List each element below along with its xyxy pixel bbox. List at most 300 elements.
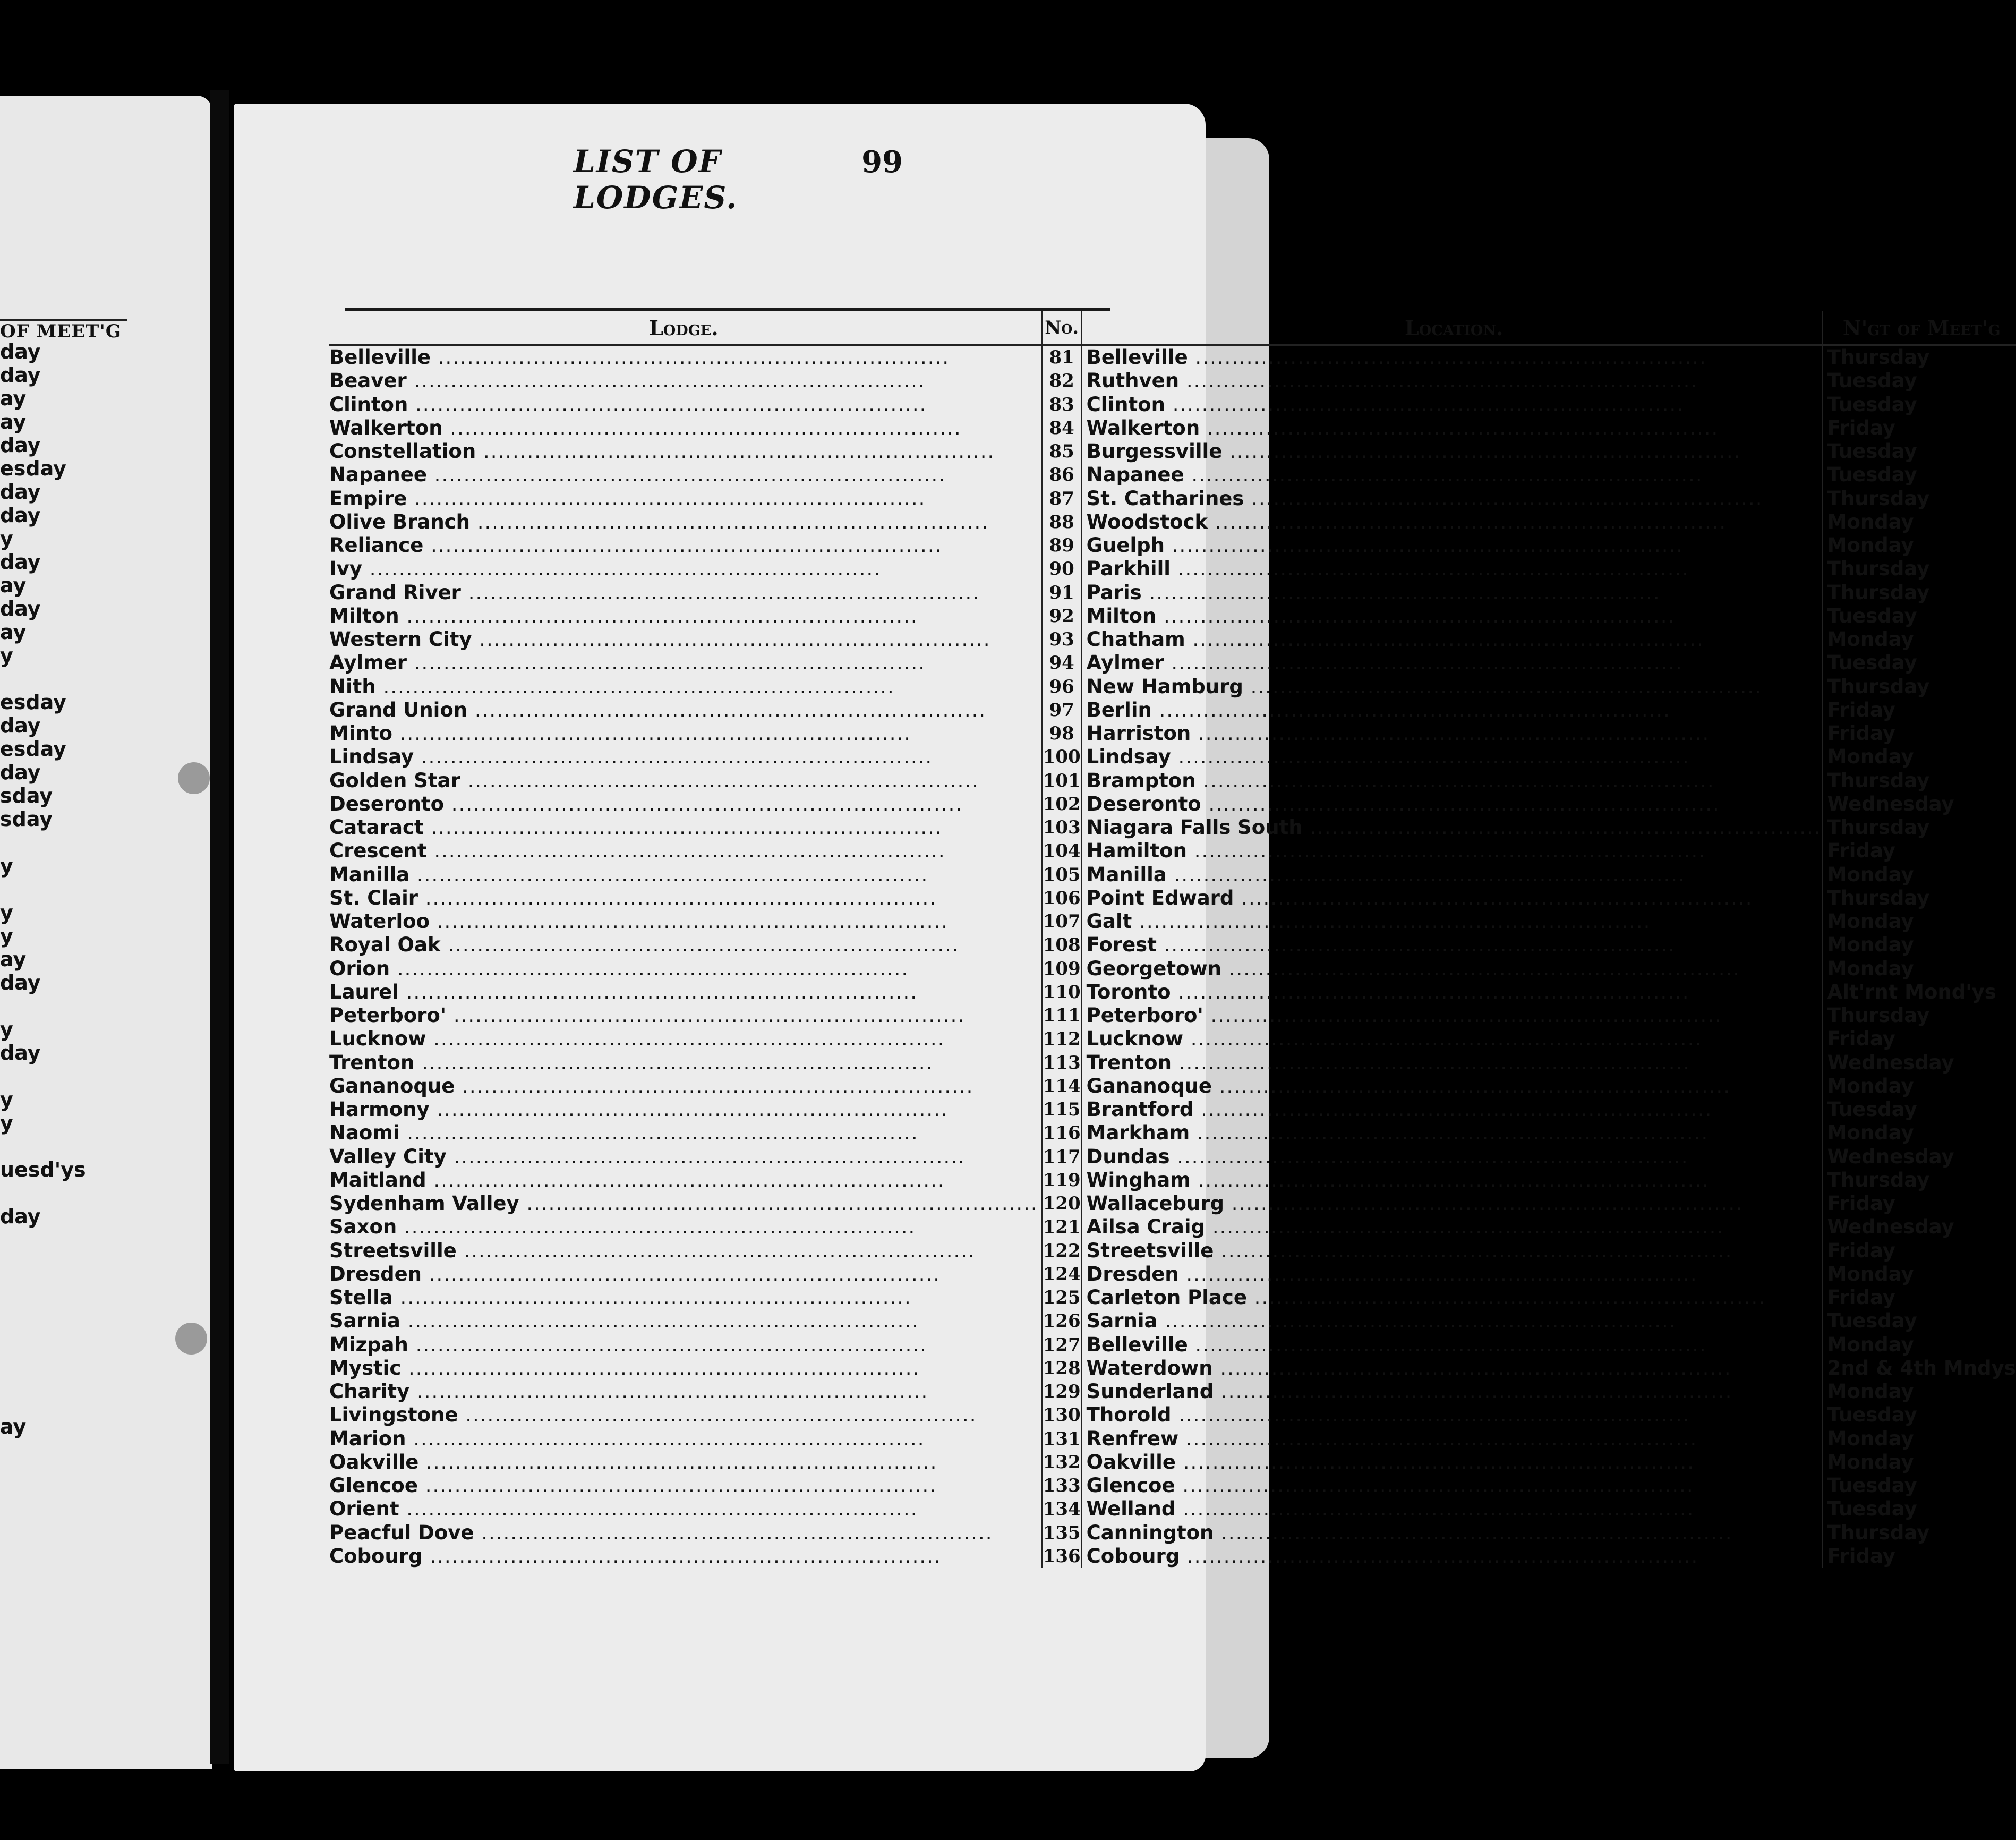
number-cell: 107: [1042, 910, 1081, 933]
location-cell: Glencoe .....: [1081, 1474, 1822, 1497]
number-cell: 86: [1042, 463, 1081, 487]
table-row: [329, 1309, 2016, 1333]
left-page-fragment: y: [0, 924, 13, 948]
lodge-cell: Sarnia .....: [329, 1309, 1042, 1333]
lodge-cell: Crescent .....: [329, 839, 1042, 863]
night-cell: Friday: [1822, 1192, 2016, 1215]
lodge-cell: Aylmer .....: [329, 651, 1042, 675]
left-page-fragment: day: [0, 761, 41, 784]
location-cell: Belleville .....: [1081, 1333, 1822, 1357]
left-page-fragment: ay: [0, 620, 27, 644]
left-page-header: OF MEET'G: [0, 319, 127, 342]
table-row: [329, 1239, 2016, 1263]
number-cell: 127: [1042, 1333, 1081, 1357]
table-row: [329, 1027, 2016, 1051]
lodge-cell: Orion .....: [329, 957, 1042, 981]
night-cell: Monday: [1822, 957, 2016, 981]
location-cell: Belleville .....: [1081, 345, 1822, 370]
table-row: [329, 1192, 2016, 1215]
table-row: [329, 1403, 2016, 1427]
location-cell: Welland .....: [1081, 1497, 1822, 1521]
number-cell: 117: [1042, 1145, 1081, 1169]
table-row: [329, 981, 2016, 1004]
number-cell: 128: [1042, 1357, 1081, 1380]
left-page-fragment: esday: [0, 457, 66, 480]
table-row: [329, 1051, 2016, 1075]
number-cell: 93: [1042, 628, 1081, 651]
location-cell: Cobourg .....: [1081, 1545, 1822, 1568]
table-row: [329, 698, 2016, 722]
left-page-fragment: ay: [0, 574, 27, 597]
table-row: [329, 440, 2016, 463]
number-cell: 102: [1042, 793, 1081, 816]
night-cell: Monday: [1822, 863, 2016, 887]
book-gutter: [210, 90, 229, 1764]
table-row: [329, 369, 2016, 393]
night-cell: Monday: [1822, 910, 2016, 933]
night-cell: Monday: [1822, 510, 2016, 534]
lodge-cell: Laurel .....: [329, 981, 1042, 1004]
location-cell: Gananoque .....: [1081, 1075, 1822, 1098]
header-night: N'gt of Meet'g: [1822, 311, 2016, 345]
night-cell: Wednesday: [1822, 1145, 2016, 1169]
lodge-cell: Peacful Dove .....: [329, 1521, 1042, 1545]
night-cell: Monday: [1822, 933, 2016, 957]
table-row: [329, 1145, 2016, 1169]
location-cell: Woodstock .....: [1081, 510, 1822, 534]
lodge-cell: Oakville .....: [329, 1451, 1042, 1474]
left-page-fragment: y: [0, 901, 13, 924]
left-page-fragment: [0, 667, 117, 691]
lodge-cell: Western City .....: [329, 628, 1042, 651]
night-cell: Thursday: [1822, 1004, 2016, 1027]
lodge-cell: Nith .....: [329, 675, 1042, 698]
number-cell: 83: [1042, 393, 1081, 416]
location-cell: New Hamburg .....: [1081, 675, 1822, 698]
table-row: [329, 581, 2016, 604]
location-cell: Berlin .....: [1081, 698, 1822, 722]
left-page-fragment: day: [0, 504, 41, 527]
table-row: [329, 887, 2016, 910]
location-cell: Lindsay .....: [1081, 745, 1822, 769]
left-page-fragment: [0, 1462, 117, 1485]
left-page-fragment: uesd'ys: [0, 1158, 86, 1181]
lodge-cell: Lindsay .....: [329, 745, 1042, 769]
lodge-cell: Waterloo .....: [329, 910, 1042, 933]
table-row: [329, 1333, 2016, 1357]
number-cell: 91: [1042, 581, 1081, 604]
lodge-cell: Glencoe .....: [329, 1474, 1042, 1497]
left-page-fragment: [0, 1392, 117, 1415]
left-page-fragment: y: [0, 1088, 13, 1111]
number-cell: 122: [1042, 1239, 1081, 1263]
night-cell: Thursday: [1822, 557, 2016, 581]
lodge-cell: Peterboro' .....: [329, 1004, 1042, 1027]
location-cell: Forest .....: [1081, 933, 1822, 957]
header-no: No.: [1042, 311, 1081, 345]
location-cell: Aylmer .....: [1081, 651, 1822, 675]
table-row: [329, 1497, 2016, 1521]
table-header-row: [329, 311, 2016, 345]
location-cell: Wallaceburg .....: [1081, 1192, 1822, 1215]
lodge-cell: Walkerton .....: [329, 416, 1042, 440]
night-cell: Monday: [1822, 1380, 2016, 1403]
night-cell: Tuesday: [1822, 1098, 2016, 1121]
night-cell: Monday: [1822, 1333, 2016, 1357]
lodge-cell: Milton .....: [329, 604, 1042, 628]
night-cell: Friday: [1822, 1027, 2016, 1051]
lodge-cell: Mizpah .....: [329, 1333, 1042, 1357]
night-cell: Tuesday: [1822, 463, 2016, 487]
lodge-cell: Valley City .....: [329, 1145, 1042, 1169]
running-head: [340, 143, 903, 216]
left-page-fragment: [0, 1228, 117, 1251]
location-cell: Streetsville .....: [1081, 1239, 1822, 1263]
number-cell: 82: [1042, 369, 1081, 393]
table-row: [329, 1357, 2016, 1380]
night-cell: Thursday: [1822, 887, 2016, 910]
number-cell: 106: [1042, 887, 1081, 910]
left-page-fragment: day: [0, 597, 41, 620]
table-row: [329, 1545, 2016, 1568]
table-row: [329, 534, 2016, 557]
number-cell: 105: [1042, 863, 1081, 887]
night-cell: Thursday: [1822, 345, 2016, 370]
night-cell: Monday: [1822, 1263, 2016, 1286]
night-cell: Monday: [1822, 745, 2016, 769]
number-cell: 112: [1042, 1027, 1081, 1051]
left-page-fragment: esday: [0, 691, 66, 714]
location-cell: Oakville .....: [1081, 1451, 1822, 1474]
left-page-fragment: y: [0, 644, 13, 667]
location-cell: Paris .....: [1081, 581, 1822, 604]
night-cell: Friday: [1822, 1286, 2016, 1309]
left-page-fragment: [0, 831, 117, 854]
binding-thread-icon: [178, 762, 210, 794]
left-page-fragment: day: [0, 363, 41, 387]
location-cell: Point Edward .....: [1081, 887, 1822, 910]
night-cell: Tuesday: [1822, 1309, 2016, 1333]
table-row: [329, 487, 2016, 510]
lodge-cell: Trenton .....: [329, 1051, 1042, 1075]
lodge-cell: Mystic .....: [329, 1357, 1042, 1380]
table-row: [329, 1263, 2016, 1286]
lodge-cell: Streetsville .....: [329, 1239, 1042, 1263]
night-cell: Tuesday: [1822, 1497, 2016, 1521]
table-row: [329, 1075, 2016, 1098]
location-cell: St. Catharines .....: [1081, 487, 1822, 510]
number-cell: 124: [1042, 1263, 1081, 1286]
table-row: [329, 933, 2016, 957]
location-cell: Trenton .....: [1081, 1051, 1822, 1075]
table-row: [329, 1169, 2016, 1192]
location-cell: Ruthven .....: [1081, 369, 1822, 393]
night-cell: Monday: [1822, 628, 2016, 651]
left-page-fragment: [0, 1275, 117, 1298]
location-cell: Deseronto .....: [1081, 793, 1822, 816]
night-cell: Friday: [1822, 839, 2016, 863]
location-cell: Carleton Place .....: [1081, 1286, 1822, 1309]
night-cell: Monday: [1822, 1121, 2016, 1145]
left-page-fragment: [0, 1181, 117, 1205]
location-cell: Lucknow .....: [1081, 1027, 1822, 1051]
number-cell: 131: [1042, 1427, 1081, 1451]
night-cell: Thursday: [1822, 816, 2016, 839]
night-cell: Tuesday: [1822, 369, 2016, 393]
header-location: Location.: [1081, 311, 1822, 345]
location-cell: Harriston .....: [1081, 722, 1822, 745]
location-cell: Toronto .....: [1081, 981, 1822, 1004]
page-number: 99: [861, 144, 903, 180]
lodge-cell: Ivy .....: [329, 557, 1042, 581]
left-page-fragment: esday: [0, 737, 66, 761]
table-row: [329, 651, 2016, 675]
location-cell: Waterdown .....: [1081, 1357, 1822, 1380]
lodge-cell: Grand River .....: [329, 581, 1042, 604]
number-cell: 108: [1042, 933, 1081, 957]
lodge-cell: Orient .....: [329, 1497, 1042, 1521]
table-body: [329, 345, 2016, 1569]
left-page-fragment: sday: [0, 784, 53, 807]
lodge-cell: Royal Oak .....: [329, 933, 1042, 957]
location-cell: Hamilton .....: [1081, 839, 1822, 863]
page-title: LIST OF LODGES.: [574, 143, 738, 216]
table-row: [329, 628, 2016, 651]
left-page-fragment: [0, 878, 117, 901]
lodge-cell: Marion .....: [329, 1427, 1042, 1451]
lodge-cell: Deseronto .....: [329, 793, 1042, 816]
night-cell: Monday: [1822, 1075, 2016, 1098]
table-row: [329, 910, 2016, 933]
lodge-cell: Constellation .....: [329, 440, 1042, 463]
location-cell: Burgessville .....: [1081, 440, 1822, 463]
left-page-fragment: day: [0, 714, 41, 737]
number-cell: 94: [1042, 651, 1081, 675]
table-row: [329, 463, 2016, 487]
night-cell: Thursday: [1822, 675, 2016, 698]
number-cell: 119: [1042, 1169, 1081, 1192]
night-cell: Monday: [1822, 1427, 2016, 1451]
lodge-cell: Gananoque .....: [329, 1075, 1042, 1098]
location-cell: Dresden .....: [1081, 1263, 1822, 1286]
lodge-cell: Sydenham Valley .....: [329, 1192, 1042, 1215]
left-page-fragment: [0, 1064, 117, 1088]
location-cell: Sunderland .....: [1081, 1380, 1822, 1403]
lodge-cell: Harmony .....: [329, 1098, 1042, 1121]
binding-thread-icon: [175, 1323, 207, 1355]
number-cell: 125: [1042, 1286, 1081, 1309]
number-cell: 92: [1042, 604, 1081, 628]
table-row: [329, 722, 2016, 745]
number-cell: 85: [1042, 440, 1081, 463]
location-cell: Chatham .....: [1081, 628, 1822, 651]
location-cell: Brantford .....: [1081, 1098, 1822, 1121]
table-row: [329, 393, 2016, 416]
location-cell: Walkerton .....: [1081, 416, 1822, 440]
night-cell: Friday: [1822, 722, 2016, 745]
table-row: [329, 1427, 2016, 1451]
location-cell: Thorold .....: [1081, 1403, 1822, 1427]
number-cell: 98: [1042, 722, 1081, 745]
lodge-cell: Beaver .....: [329, 369, 1042, 393]
number-cell: 100: [1042, 745, 1081, 769]
table-row: [329, 863, 2016, 887]
location-cell: Renfrew .....: [1081, 1427, 1822, 1451]
number-cell: 103: [1042, 816, 1081, 839]
number-cell: 120: [1042, 1192, 1081, 1215]
number-cell: 130: [1042, 1403, 1081, 1427]
night-cell: Thursday: [1822, 1169, 2016, 1192]
location-cell: Sarnia .....: [1081, 1309, 1822, 1333]
night-cell: Alt'rnt Mond'ys: [1822, 981, 2016, 1004]
location-cell: Parkhill .....: [1081, 557, 1822, 581]
night-cell: Friday: [1822, 1545, 2016, 1568]
night-cell: 2nd & 4th Mndys: [1822, 1357, 2016, 1380]
night-cell: Friday: [1822, 698, 2016, 722]
number-cell: 116: [1042, 1121, 1081, 1145]
night-cell: Thursday: [1822, 769, 2016, 793]
table-row: [329, 1474, 2016, 1497]
table-row: [329, 745, 2016, 769]
lodge-cell: Cobourg .....: [329, 1545, 1042, 1568]
location-cell: Napanee .....: [1081, 463, 1822, 487]
lodge-cell: Naomi .....: [329, 1121, 1042, 1145]
number-cell: 135: [1042, 1521, 1081, 1545]
number-cell: 84: [1042, 416, 1081, 440]
left-page-fragment: day: [0, 971, 41, 994]
location-cell: Guelph .....: [1081, 534, 1822, 557]
location-cell: Manilla .....: [1081, 863, 1822, 887]
lodge-cell: Saxon .....: [329, 1215, 1042, 1239]
table-row: [329, 793, 2016, 816]
left-page-fragment: ay: [0, 410, 27, 433]
table-row: [329, 839, 2016, 863]
lodge-table-wrapper: [329, 308, 2016, 1568]
night-cell: Monday: [1822, 534, 2016, 557]
table-row: [329, 1451, 2016, 1474]
number-cell: 111: [1042, 1004, 1081, 1027]
night-cell: Friday: [1822, 1239, 2016, 1263]
table-row: [329, 1121, 2016, 1145]
left-page-fragment: [0, 1251, 117, 1275]
left-page-fragment: sday: [0, 807, 53, 831]
lodge-cell: Livingstone .....: [329, 1403, 1042, 1427]
left-page-fragment: [0, 1438, 117, 1462]
night-cell: Tuesday: [1822, 440, 2016, 463]
number-cell: 132: [1042, 1451, 1081, 1474]
left-page-fragment: [0, 1135, 117, 1158]
night-cell: Monday: [1822, 1451, 2016, 1474]
header-lodge: Lodge.: [329, 311, 1042, 345]
left-page-fragment: day: [0, 1205, 41, 1228]
lodge-cell: St. Clair .....: [329, 887, 1042, 910]
lodge-cell: Stella .....: [329, 1286, 1042, 1309]
table-row: [329, 769, 2016, 793]
night-cell: Tuesday: [1822, 651, 2016, 675]
table-row: [329, 816, 2016, 839]
table-row: [329, 416, 2016, 440]
location-cell: Peterboro' .....: [1081, 1004, 1822, 1027]
night-cell: Wednesday: [1822, 1215, 2016, 1239]
table-row: [329, 957, 2016, 981]
number-cell: 133: [1042, 1474, 1081, 1497]
lodge-cell: Belleville .....: [329, 345, 1042, 370]
night-cell: Tuesday: [1822, 1474, 2016, 1497]
location-cell: Ailsa Craig .....: [1081, 1215, 1822, 1239]
night-cell: Wednesday: [1822, 1051, 2016, 1075]
lodge-cell: Minto .....: [329, 722, 1042, 745]
number-cell: 104: [1042, 839, 1081, 863]
left-page-fragment: day: [0, 1041, 41, 1064]
location-cell: Milton .....: [1081, 604, 1822, 628]
left-page-fragment: day: [0, 433, 41, 457]
number-cell: 90: [1042, 557, 1081, 581]
number-cell: 88: [1042, 510, 1081, 534]
left-page-fragment: [0, 1298, 117, 1322]
night-cell: Thursday: [1822, 581, 2016, 604]
table-row: [329, 604, 2016, 628]
lodge-cell: Napanee .....: [329, 463, 1042, 487]
lodge-cell: Clinton .....: [329, 393, 1042, 416]
left-page-fragment: y: [0, 1111, 13, 1135]
location-cell: Cannington .....: [1081, 1521, 1822, 1545]
left-page-fragment: ay: [0, 1415, 27, 1438]
lodge-cell: Charity .....: [329, 1380, 1042, 1403]
number-cell: 97: [1042, 698, 1081, 722]
location-cell: Dundas .....: [1081, 1145, 1822, 1169]
location-cell: Clinton .....: [1081, 393, 1822, 416]
number-cell: 134: [1042, 1497, 1081, 1521]
number-cell: 121: [1042, 1215, 1081, 1239]
lodge-cell: Golden Star .....: [329, 769, 1042, 793]
number-cell: 114: [1042, 1075, 1081, 1098]
lodge-cell: Cataract .....: [329, 816, 1042, 839]
table-row: [329, 1215, 2016, 1239]
left-page-fragment: day: [0, 550, 41, 574]
number-cell: 101: [1042, 769, 1081, 793]
left-page-fragment: [0, 1368, 117, 1392]
left-page-fragment: y: [0, 854, 13, 878]
night-cell: Thursday: [1822, 487, 2016, 510]
left-page-fragment: [0, 1345, 117, 1368]
left-page-fragment: y: [0, 527, 13, 550]
night-cell: Friday: [1822, 416, 2016, 440]
location-cell: Wingham .....: [1081, 1169, 1822, 1192]
left-page-fragment: [0, 1485, 117, 1509]
lodge-cell: Dresden .....: [329, 1263, 1042, 1286]
location-cell: Niagara Falls South .....: [1081, 816, 1822, 839]
number-cell: 87: [1042, 487, 1081, 510]
number-cell: 96: [1042, 675, 1081, 698]
lodge-cell: Manilla .....: [329, 863, 1042, 887]
number-cell: 129: [1042, 1380, 1081, 1403]
table-row: [329, 557, 2016, 581]
number-cell: 89: [1042, 534, 1081, 557]
night-cell: Thursday: [1822, 1521, 2016, 1545]
left-page-fragments: [0, 340, 117, 1509]
location-cell: Galt .....: [1081, 910, 1822, 933]
table-row: [329, 1380, 2016, 1403]
left-page-fragment: [0, 1322, 117, 1345]
number-cell: 113: [1042, 1051, 1081, 1075]
table-row: [329, 1004, 2016, 1027]
number-cell: 109: [1042, 957, 1081, 981]
night-cell: Tuesday: [1822, 393, 2016, 416]
table-row: [329, 510, 2016, 534]
lodge-cell: Grand Union .....: [329, 698, 1042, 722]
left-page-fragment: day: [0, 480, 41, 504]
table-row: [329, 1098, 2016, 1121]
